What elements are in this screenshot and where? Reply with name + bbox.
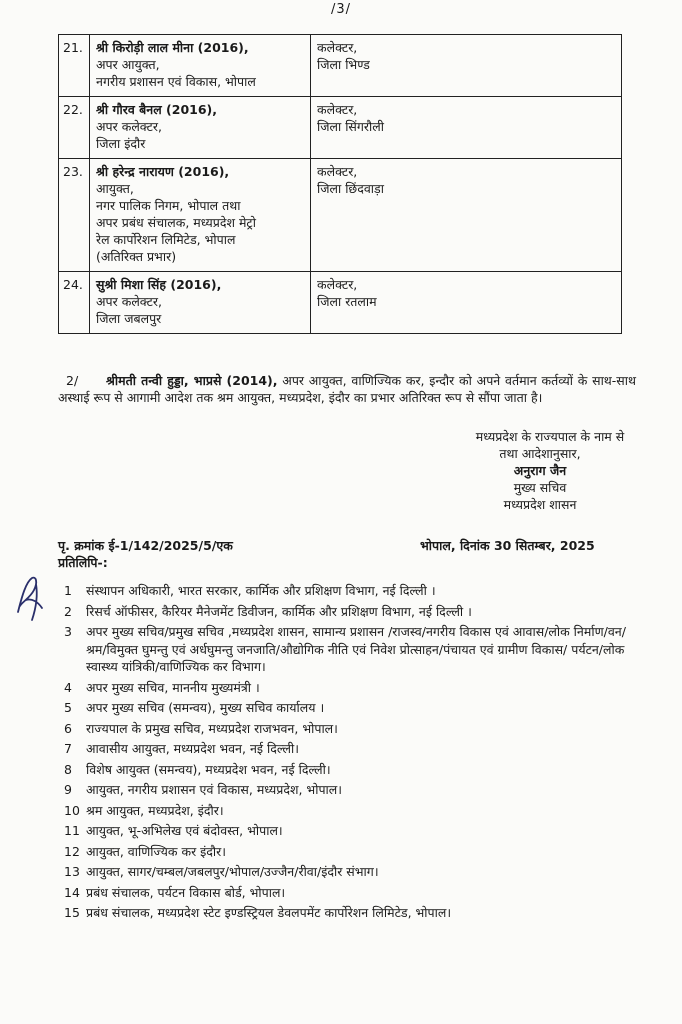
signature-line-1: मध्यप्रदेश के राज्यपाल के नाम से (475, 429, 625, 444)
list-item (64, 884, 644, 902)
row-number: 24. (59, 272, 90, 334)
table-row (59, 272, 622, 334)
list-item-text: रिसर्च ऑफीसर, कैरियर मैनेजमेंट डिवीजन, कार्मिक और प्रशिक्षण विभाग, नई दिल्ली । (86, 603, 472, 619)
signature-line-2: तथा आदेशानुसार, (499, 446, 581, 461)
table-row (59, 159, 622, 272)
list-item-text: राज्यपाल के प्रमुख सचिव, मध्यप्रदेश राजभवन, भोपाल। (86, 720, 338, 736)
list-item-text: आयुक्त, भू-अभिलेख एवं बंदोवस्त, भोपाल। (86, 823, 283, 838)
copy-to-label: प्रतिलिपि-: (58, 555, 108, 570)
new-post-line: कलेक्टर, (317, 164, 358, 179)
officer-name: सुश्री मिशा सिंह (2016), (96, 277, 222, 292)
current-post-line: (अतिरिक्त प्रभार) (96, 249, 177, 264)
list-item-number: 6 (64, 720, 72, 736)
list-item (64, 679, 644, 697)
list-item-number: 8 (64, 761, 72, 777)
paragraph-number: 2/ (66, 373, 79, 388)
table-row (59, 97, 622, 159)
list-item (64, 904, 644, 922)
officer-current-post (90, 35, 311, 97)
current-post-line: अपर कलेक्टर, (96, 294, 163, 309)
officer-new-post (311, 159, 622, 272)
current-post-line: रेल कार्पोरेशन लिमिटेड, भोपाल (96, 232, 236, 247)
list-item (64, 781, 644, 799)
list-item (64, 802, 644, 820)
list-item (64, 822, 644, 840)
officer-name: श्री गौरव बैनल (2016), (96, 102, 217, 117)
list-item-number: 1 (64, 583, 72, 598)
list-item-text: विशेष आयुक्त (समन्वय), मध्यप्रदेश भवन, नई दिल्ली। (86, 761, 331, 777)
signature-block (420, 428, 660, 513)
list-item-text: संस्थापन अधिकारी, भारत सरकार, कार्मिक और प्रशिक्षण विभाग, नई दिल्ली । (86, 583, 436, 598)
list-item-number: 12 (64, 843, 80, 859)
signatory-name: अनुराग जैन (513, 463, 567, 478)
list-item-text: आयुक्त, वाणिज्यिक कर इंदौर। (86, 843, 227, 859)
list-item-number: 2 (64, 603, 72, 619)
row-number: 21. (59, 35, 90, 97)
officer-current-post (90, 272, 311, 334)
list-item (64, 603, 644, 621)
table-row (59, 35, 622, 97)
new-post-line: कलेक्टर, (317, 277, 358, 292)
list-item-text: आयुक्त, सागर/चम्बल/जबलपुर/भोपाल/उज्जैन/रीवा/इंदौर संभाग। (86, 864, 379, 879)
list-item-text: आयुक्त, नगरीय प्रशासन एवं विकास, मध्यप्रदेश, भोपाल। (86, 782, 343, 797)
list-item (64, 582, 644, 600)
current-post-line: अपर आयुक्त, (96, 57, 160, 72)
current-post-line: अपर कलेक्टर, (96, 119, 163, 134)
signatory-designation: मुख्य सचिव (513, 480, 567, 495)
list-item (64, 623, 644, 676)
list-item-number: 9 (64, 782, 72, 797)
paragraph-text: अपर आयुक्त, वाणिज्यिक कर, इन्दौर को अपने वर्तमान कर्तव्यों के साथ-साथ अस्थाई रूप से आगामी आदेश तक श्रम आयुक्त, मध्यप्रदेश, इंदौर का प्रभार अतिरिक्त रूप से सौंपा जाता है। (58, 373, 636, 405)
list-item (64, 740, 644, 758)
current-post-line: नगरीय प्रशासन एवं विकास, भोपाल (96, 74, 256, 89)
order-paragraph-2 (58, 372, 636, 406)
distribution-list (64, 582, 644, 925)
officer-new-post (311, 35, 622, 97)
list-item-number: 10 (64, 802, 80, 818)
list-item-number: 4 (64, 679, 72, 695)
list-item-number: 11 (64, 823, 80, 838)
officer-new-post (311, 97, 622, 159)
officer-name-bold: श्रीमती तन्वी हुड्डा, भाप्रसे (2014), (106, 373, 278, 388)
handwritten-initial-icon (12, 572, 48, 624)
list-item (64, 863, 644, 881)
page-number: /3/ (330, 2, 352, 17)
current-post-line: नगर पालिक निगम, भोपाल तथा (96, 198, 241, 213)
current-post-line: अपर प्रबंध संचालक, मध्यप्रदेश मेट्रो (96, 215, 256, 230)
current-post-line: आयुक्त, (96, 181, 134, 196)
list-item-text: अपर मुख्य सचिव, माननीय मुख्यमंत्री । (86, 679, 260, 695)
officer-name: श्री हरेन्द्र नारायण (2016), (96, 164, 230, 179)
officer-current-post (90, 159, 311, 272)
new-post-line: जिला भिण्ड (317, 57, 370, 72)
row-number: 23. (59, 159, 90, 272)
new-post-line: जिला छिंदवाड़ा (317, 181, 384, 196)
list-item-text: अपर मुख्य सचिव/प्रमुख सचिव ,मध्यप्रदेश शासन, सामान्य प्रशासन /राजस्व/नगरीय विकास एवं आवास/लोक निर्माण/वन/श्रम/विमुक्त घुमन्तु एवं अर्धघुमन्तु जनजाति/औद्योगिक नीति एवं निवेश प्रोत्साहन/पंचायत एवं ग्रामीण विकास/ पर्यटन/लोक स्वास्थ्य यांत्रिकी/वाणिज्यिक कर विभाग। (86, 624, 626, 674)
list-item-number: 13 (64, 864, 80, 879)
officer-name: श्री किरोड़ी लाल मीना (2016), (96, 40, 249, 55)
order-date: भोपाल, दिनांक 30 सितम्बर, 2025 (420, 538, 595, 553)
list-item-text: श्रम आयुक्त, मध्यप्रदेश, इंदौर। (86, 802, 224, 818)
list-item-text: आवासीय आयुक्त, मध्यप्रदेश भवन, नई दिल्ली। (86, 741, 299, 756)
list-item (64, 843, 644, 861)
new-post-line: जिला रतलाम (317, 294, 377, 309)
list-item-number: 5 (64, 700, 72, 715)
list-item-text: अपर मुख्य सचिव (समन्वय), मुख्य सचिव कार्यालय । (86, 700, 325, 715)
list-item-text: प्रबंध संचालक, मध्यप्रदेश स्टेट इण्डस्ट्रियल डेवलपमेंट कार्पोरेशन लिमिटेड, भोपाल। (86, 905, 452, 920)
list-item (64, 761, 644, 779)
new-post-line: जिला सिंगरौली (317, 119, 384, 134)
list-item-number: 15 (64, 905, 80, 920)
reference-number: पृ. क्रमांक ई-1/142/2025/5/एक (58, 538, 233, 553)
current-post-line: जिला इंदौर (96, 136, 146, 151)
list-item-text: प्रबंध संचालक, पर्यटन विकास बोर्ड, भोपाल। (86, 884, 286, 900)
list-item-number: 14 (64, 884, 80, 900)
current-post-line: जिला जबलपुर (96, 311, 162, 326)
list-item (64, 720, 644, 738)
list-item (64, 699, 644, 717)
officer-new-post (311, 272, 622, 334)
new-post-line: कलेक्टर, (317, 40, 358, 55)
row-number: 22. (59, 97, 90, 159)
list-item-number: 3 (64, 624, 72, 639)
officer-current-post (90, 97, 311, 159)
new-post-line: कलेक्टर, (317, 102, 358, 117)
signatory-office: मध्यप्रदेश शासन (503, 497, 577, 512)
list-item-number: 7 (64, 741, 72, 756)
officers-table (58, 34, 622, 334)
